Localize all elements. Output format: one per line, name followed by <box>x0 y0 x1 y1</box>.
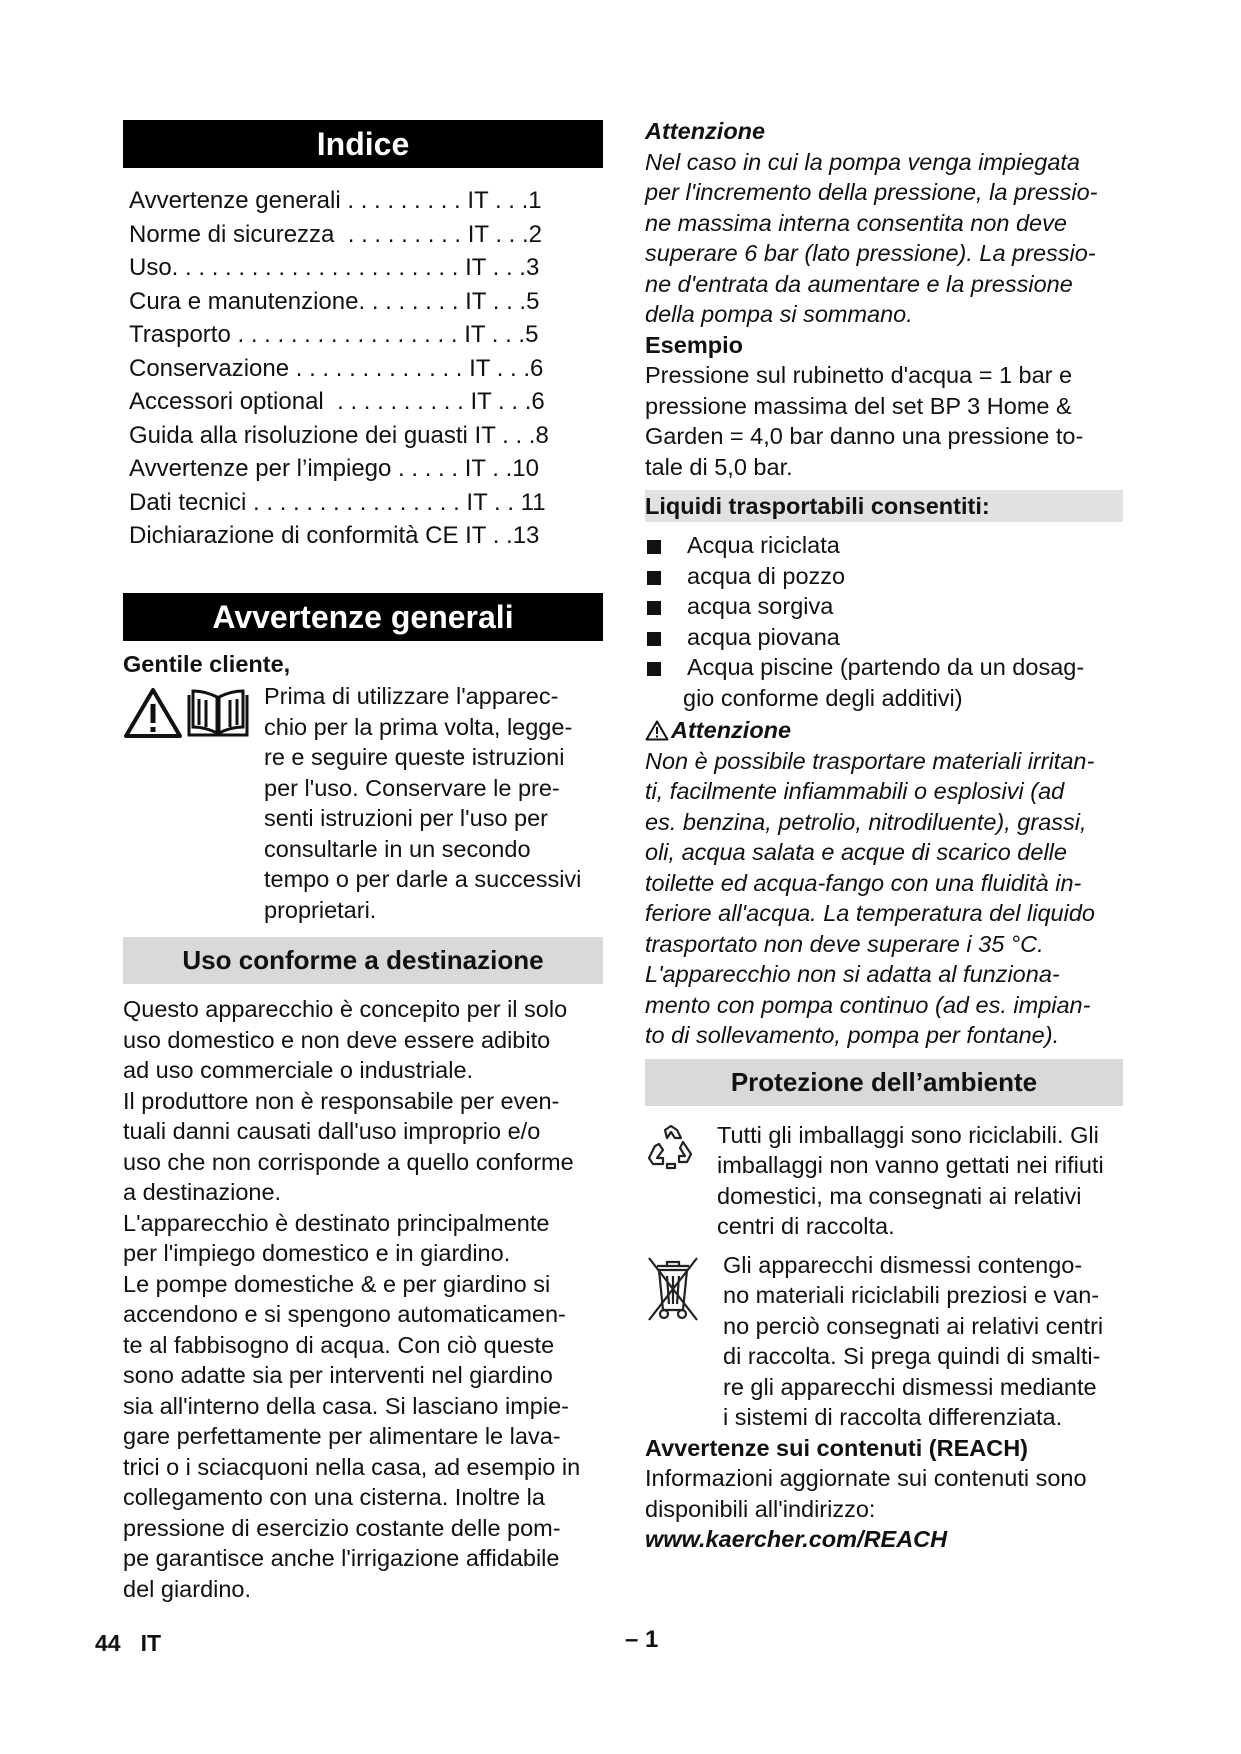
toc-entry[interactable]: Guida alla risoluzione dei guasti IT . . .8 <box>129 421 549 449</box>
bullet-square-icon <box>647 540 661 554</box>
bullet-square-icon <box>647 662 661 676</box>
text-line: Informazioni aggiornate sui contenuti sono <box>645 1465 1087 1491</box>
text-line: ti, facilmente infiammabili o esplosivi (ad <box>645 778 1065 804</box>
avvertenze-heading: Avvertenze generali <box>123 593 603 641</box>
text-line: uso domestico e non deve essere adibito <box>123 1026 551 1053</box>
text-line: pressione massima del set BP 3 Home & <box>645 392 1072 419</box>
text-line: oli, acqua salata e acque di scarico delle <box>645 839 1067 865</box>
text-line: imballaggi non vanno gettati nei rifiuti <box>717 1152 1104 1178</box>
intro-icons <box>123 681 264 925</box>
text-line: Le pompe domestiche & e per giardino si <box>123 1270 551 1297</box>
list-item: acqua sorgiva <box>645 591 1123 622</box>
liquidi-list <box>645 530 1123 713</box>
language-code: IT <box>140 1630 162 1656</box>
attenzione-body <box>645 147 1123 330</box>
toc-entry[interactable]: Cura e manutenzione. . . . . . . . IT . . .5 <box>129 287 540 315</box>
text-line: no materiali riciclabili preziosi e van- <box>723 1282 1100 1308</box>
warning-triangle-icon <box>123 687 183 739</box>
text-line: Nel caso in cui la pompa venga impiegata <box>645 148 1081 175</box>
text-line: Pressione sul rubinetto d'acqua = 1 bar e <box>645 362 1073 388</box>
text-line: di raccolta. Si prega quindi di smalti- <box>723 1343 1101 1369</box>
text-line: re gli apparecchi dismessi mediante <box>723 1373 1097 1400</box>
attenzione2-body <box>645 746 1123 1051</box>
list-item: Acqua riciclata <box>645 530 1123 561</box>
text-line: Prima di utilizzare l'apparec- <box>264 683 559 709</box>
text-line: per l'impiego domestico e in giardino. <box>123 1240 511 1266</box>
text-line: tuali danni causati dall'uso improprio e/o <box>123 1118 541 1144</box>
toc-entry[interactable]: Dati tecnici . . . . . . . . . . . . . . . . IT . . 11 <box>129 488 546 516</box>
attenzione-title: Attenzione <box>645 118 766 144</box>
text-line: disponibili all'indirizzo: <box>645 1495 876 1522</box>
text-line: L'apparecchio è destinato principalmente <box>123 1209 550 1236</box>
text-line: pressione di esercizio costante delle pom- <box>123 1514 561 1541</box>
text-line: te al fabbisogno di acqua. Con ciò queste <box>123 1331 555 1358</box>
text-line: no perciò consegnati ai relativi centri <box>723 1312 1104 1339</box>
toc-entry[interactable]: Conservazione . . . . . . . . . . . . . IT . . .6 <box>129 354 544 382</box>
index-heading: Indice <box>123 120 603 168</box>
recycle-text <box>717 1120 1123 1242</box>
toc-entry[interactable]: Avvertenze per l’impiego . . . . . IT . .10 <box>129 455 539 482</box>
text-line: per l'incremento della pressione, la pressio- <box>645 179 1098 205</box>
intro-block <box>123 681 603 925</box>
text-line: del giardino. <box>123 1575 252 1602</box>
uso-heading: Uso conforme a destinazione <box>123 937 603 984</box>
list-item: acqua di pozzo <box>645 561 1123 592</box>
text-line: accendono e si spengono automaticamen- <box>123 1301 566 1327</box>
text-line: re e seguire queste istruzioni <box>264 744 565 770</box>
recycle-block <box>645 1120 1123 1242</box>
text-line: ne d'entrata da aumentare e la pressione <box>645 270 1073 297</box>
toc-entry[interactable]: Avvertenze generali . . . . . . . . . IT . . .1 <box>129 187 542 214</box>
crossed-bin-icon <box>645 1254 701 1324</box>
bullet-square-icon <box>647 571 661 585</box>
left-column <box>123 120 603 1604</box>
text-line: toilette ed acqua-fango con una fluidità in- <box>645 869 1082 896</box>
footer-page-info <box>95 1630 181 1657</box>
weee-block <box>645 1250 1123 1433</box>
text-line: sono adatte sia per interventi nel giardino <box>123 1362 553 1388</box>
toc-entry[interactable]: Trasporto . . . . . . . . . . . . . . . . . IT . . .5 <box>129 321 539 348</box>
greeting: Gentile cliente, <box>123 650 291 677</box>
reach-link[interactable]: www.kaercher.com/REACH <box>645 1526 948 1552</box>
text-line: trici o i sciacquoni nella casa, ad esempio in <box>123 1453 581 1480</box>
esempio-title: Esempio <box>645 331 743 358</box>
attenzione2-title-row <box>645 715 1123 746</box>
reach-body <box>645 1463 1123 1555</box>
protezione-heading: Protezione dell’ambiente <box>645 1059 1123 1106</box>
page-number: 44 <box>95 1630 121 1656</box>
text-line: sia all'interno della casa. Si lasciano impie- <box>123 1392 569 1419</box>
text-line: uso che non corrisponde a quello conforme <box>123 1148 574 1175</box>
text-line: Garden = 4,0 bar danno una pressione to- <box>645 423 1084 449</box>
text-line: ad uso commerciale o industriale. <box>123 1057 474 1083</box>
text-line: a destinazione. <box>123 1179 282 1205</box>
text-line: trasportato non deve superare i 35 °C. <box>645 930 1044 957</box>
list-item: Acqua piscine (partendo da un dosag- gio conforme degli additivi) <box>645 652 1123 713</box>
weee-text <box>723 1250 1123 1433</box>
text-line: Questo apparecchio è concepito per il solo <box>123 996 568 1022</box>
table-of-contents <box>123 184 603 553</box>
reach-title: Avvertenze sui contenuti (REACH) <box>645 1434 1029 1461</box>
text-line: Gli apparecchi dismessi contengo- <box>723 1251 1083 1278</box>
text-line: domestici, ma consegnati ai relativi <box>717 1182 1082 1209</box>
text-line: mento con pompa continuo (ad es. impian- <box>645 991 1091 1018</box>
text-line: per l'uso. Conservare le pre- <box>264 774 560 801</box>
text-line: es. benzina, petrolio, nitrodiluente), grassi, <box>645 808 1087 835</box>
text-line: senti istruzioni per l'uso per <box>264 805 549 831</box>
text-line: consultarle in un secondo <box>264 835 531 862</box>
text-line: gare perfettamente per alimentare le lava- <box>123 1423 561 1449</box>
footer-center-number: – 1 <box>625 1626 659 1653</box>
text-line: tale di 5,0 bar. <box>645 453 793 480</box>
text-line: i sistemi di raccolta differenziata. <box>723 1404 1063 1430</box>
text-line: centri di raccolta. <box>717 1213 895 1239</box>
text-line: Non è possibile trasportare materiali irritan- <box>645 747 1095 774</box>
text-line: Tutti gli imballaggi sono riciclabili. Gli <box>717 1121 1099 1148</box>
liquidi-heading: Liquidi trasportabili consentiti: <box>645 490 1123 522</box>
text-line: Il produttore non è responsabile per even- <box>123 1087 560 1114</box>
text-line: chio per la prima volta, legge- <box>264 713 573 740</box>
bullet-square-icon <box>647 601 661 615</box>
text-line: tempo o per darle a successivi <box>264 866 582 892</box>
manual-book-icon <box>185 687 251 743</box>
text-line: proprietari. <box>264 896 377 923</box>
esempio-body <box>645 360 1123 482</box>
attenzione2-title: Attenzione <box>671 717 792 743</box>
toc-entry[interactable]: Uso. . . . . . . . . . . . . . . . . . . . . . IT . . .3 <box>129 254 540 281</box>
intro-text <box>264 681 603 925</box>
toc-entry[interactable]: Accessori optional . . . . . . . . . . IT . . .6 <box>129 388 545 415</box>
text-line: to di sollevamento, pompa per fontane). <box>645 1022 1060 1048</box>
text-line: feriore all'acqua. La temperatura del liquido <box>645 900 1095 926</box>
text-line: pe garantisce anche l'irrigazione affidabile <box>123 1545 560 1571</box>
toc-entry[interactable]: Norme di sicurezza . . . . . . . . . IT . . .2 <box>129 220 543 248</box>
recycle-icon <box>645 1124 697 1172</box>
right-column <box>645 120 1123 1555</box>
text-line: della pompa si sommano. <box>645 301 913 327</box>
text-line: L'apparecchio non si adatta al funziona- <box>645 961 1060 987</box>
warning-triangle-icon <box>645 720 669 741</box>
list-item: acqua piovana <box>645 622 1123 653</box>
uso-body <box>123 994 603 1604</box>
toc-entry[interactable]: Dichiarazione di conformità CE IT . .13 <box>129 522 540 549</box>
text-line: ne massima interna consentita non deve <box>645 209 1067 236</box>
text-line: superare 6 bar (lato pressione). La pressio- <box>645 240 1096 266</box>
bullet-square-icon <box>647 632 661 646</box>
text-line: collegamento con una cisterna. Inoltre la <box>123 1484 545 1510</box>
